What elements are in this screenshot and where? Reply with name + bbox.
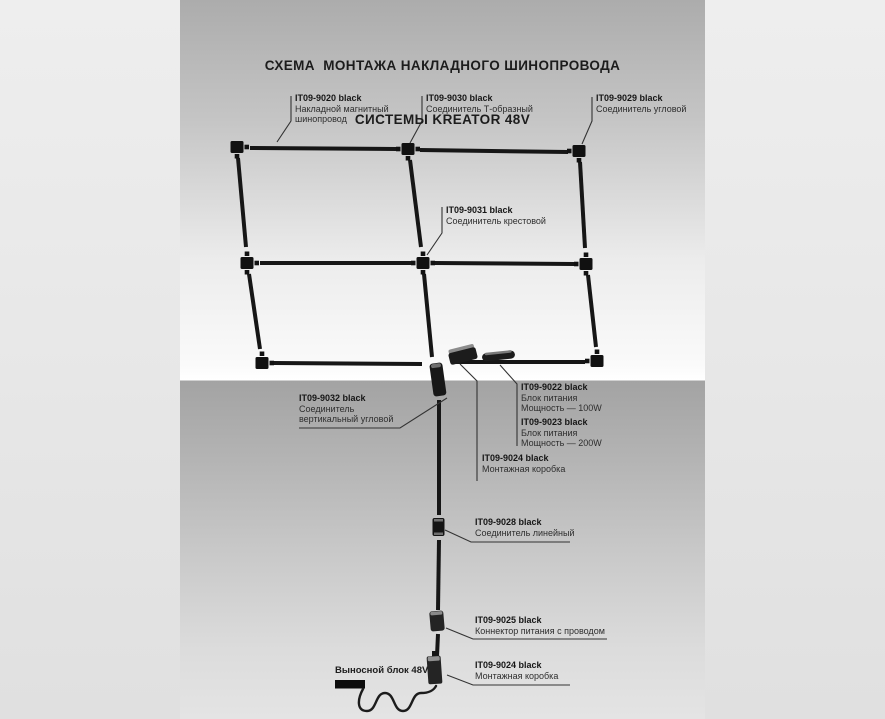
track-segment xyxy=(424,274,432,357)
vertical-corner-connector xyxy=(429,362,446,396)
power-feed-connector xyxy=(429,610,445,631)
part-number: IT09-9022 black xyxy=(521,382,588,392)
mounting-box-bottom xyxy=(427,651,443,684)
part-number: IT09-9028 black xyxy=(475,517,542,527)
part-label-it09-9024-upper xyxy=(482,453,565,474)
linear-connector xyxy=(433,518,445,536)
part-label-it09-9030 xyxy=(426,93,533,114)
corner-connector-bottom-left xyxy=(256,352,275,370)
part-desc: Блок питания xyxy=(521,427,578,438)
track-segment-vertical-drop xyxy=(438,540,439,610)
part-desc: Монтажная коробка xyxy=(475,670,559,681)
part-label-it09-9025 xyxy=(475,615,605,636)
part-label-it09-9031 xyxy=(446,205,546,226)
power-supply-unit xyxy=(482,350,516,362)
part-number: IT09-9020 black xyxy=(295,93,362,103)
part-label-it09-9022 xyxy=(521,382,602,414)
part-number: IT09-9024 black xyxy=(482,453,549,463)
t-connector-middle-right xyxy=(574,253,593,276)
part-desc: Соединитель линейный xyxy=(475,527,575,538)
part-desc: Соединитель угловой xyxy=(596,103,687,114)
track-segment xyxy=(238,158,246,247)
power-cord xyxy=(359,686,436,711)
part-number: IT09-9025 black xyxy=(475,615,542,625)
title-line-2: СИСТЕМЫ KREATOR 48V xyxy=(354,112,531,127)
part-number: IT09-9031 black xyxy=(446,205,513,215)
external-48v-block xyxy=(335,680,365,689)
part-number: IT09-9023 black xyxy=(521,417,588,427)
part-label-it09-9020 xyxy=(295,93,389,125)
track-segment xyxy=(274,363,422,364)
leader-line xyxy=(427,207,442,255)
part-label-it09-9024-bottom xyxy=(475,660,558,681)
track-segment xyxy=(249,274,260,349)
part-number: IT09-9029 black xyxy=(596,93,663,103)
part-desc: Мощность — 100W xyxy=(521,403,602,413)
track-segment xyxy=(435,263,574,264)
part-desc: Соединитель Т-образный xyxy=(426,103,533,114)
part-desc: шинопровод xyxy=(295,114,347,124)
leader-line xyxy=(460,364,477,481)
cross-connector-center xyxy=(411,252,435,275)
part-desc: Мощность — 200W xyxy=(521,438,602,448)
corner-connector-bottom-right xyxy=(585,350,604,368)
part-desc: Соединитель крестовой xyxy=(446,215,546,226)
leader-line xyxy=(500,365,517,446)
track-segment xyxy=(580,162,585,248)
part-desc: Монтажная коробка xyxy=(482,463,566,474)
title-line-1: СХЕМА МОНТАЖА НАКЛАДНОГО ШИНОПРОВОДА xyxy=(264,58,621,73)
part-label-it09-9023 xyxy=(521,417,602,449)
part-desc: Соединитель xyxy=(299,403,355,414)
part-desc: Блок питания xyxy=(521,392,578,403)
part-desc: Накладной магнитный xyxy=(295,103,389,114)
diagram-page xyxy=(180,0,705,719)
track-segment xyxy=(410,160,421,247)
part-label-it09-9032 xyxy=(299,393,393,425)
part-number: IT09-9024 black xyxy=(475,660,542,670)
track-connectors xyxy=(231,141,604,369)
part-number: IT09-9030 black xyxy=(426,93,493,103)
part-label-it09-9028 xyxy=(475,517,575,538)
part-label-it09-9029 xyxy=(596,93,686,114)
track-segment xyxy=(588,275,596,347)
part-desc: Коннектор питания с проводом xyxy=(475,625,605,636)
part-desc: вертикальный угловой xyxy=(299,414,394,424)
t-connector-middle-left xyxy=(241,252,260,275)
external-unit-label: Выносной блок 48V xyxy=(335,665,429,676)
part-number: IT09-9032 black xyxy=(299,393,366,403)
